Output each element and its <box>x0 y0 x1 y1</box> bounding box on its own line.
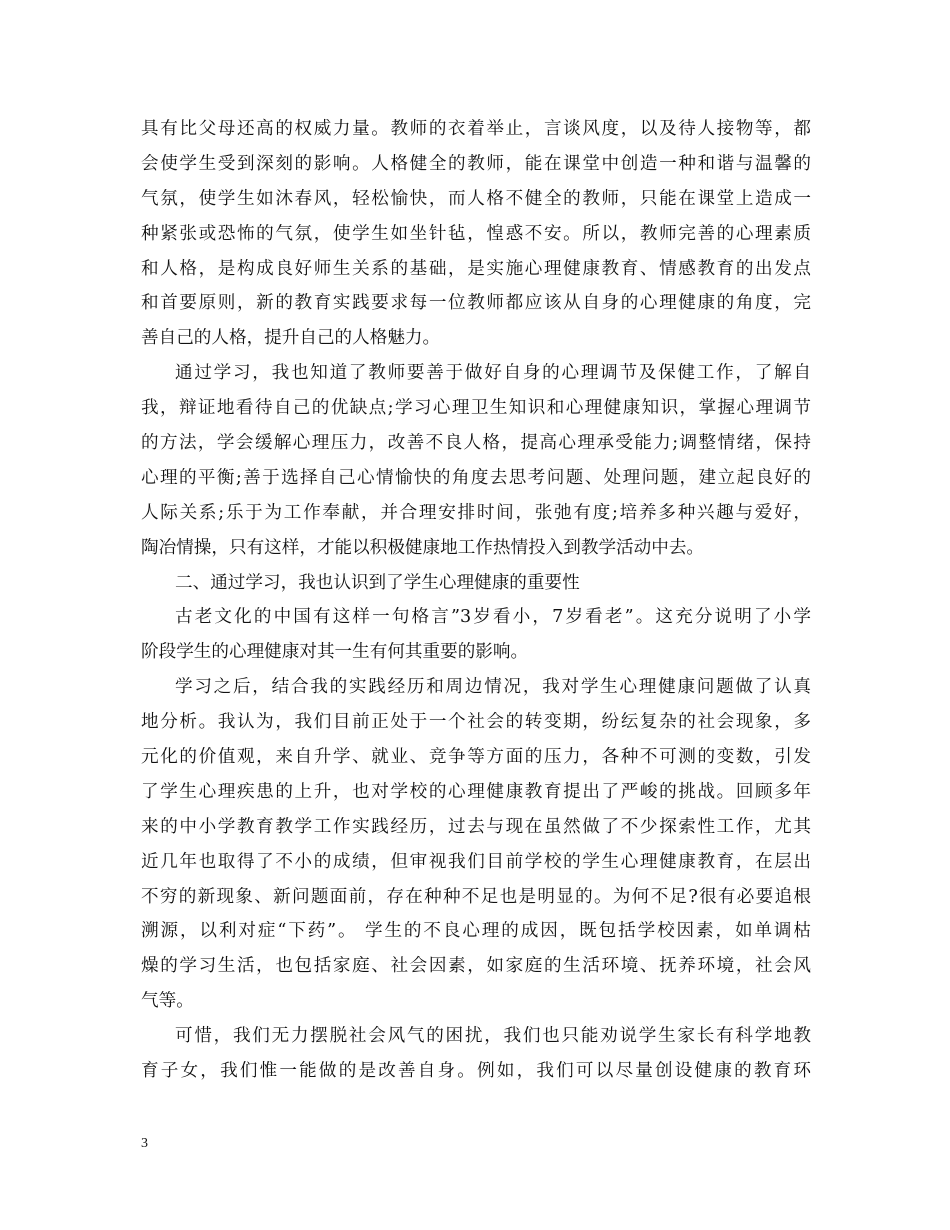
text-line: 会使学生受到深刻的影响。人格健全的教师，能在课堂中创造一种和谐与温馨的 <box>141 153 811 174</box>
text-line: 元化的价值观，来自升学、就业、竞争等方面的压力，各种不可测的变数，引发 <box>141 747 811 768</box>
text-line: 地分析。我认为，我们目前正处于一个社会的转变期，纷纭复杂的社会现象，多 <box>141 712 811 733</box>
text-line: 可惜，我们无力摆脱社会风气的困扰，我们也只能劝说学生家长有科学地教 <box>175 1026 811 1047</box>
text-line: 不穷的新现象、新问题面前，存在种种不足也是明显的。为何不足?很有必要追根 <box>141 886 811 907</box>
page-number: 3 <box>141 1136 148 1151</box>
text-line: 陶冶情操，只有这样，才能以积极健康地工作热情投入到教学活动中去。 <box>141 537 705 558</box>
text-line: 了学生心理疾患的上升，也对学校的心理健康教育提出了严峻的挑战。回顾多年 <box>141 781 811 802</box>
text-line: 和人格，是构成良好师生关系的基础，是实施心理健康教育、情感教育的出发点 <box>141 258 811 279</box>
text-line: 的方法，学会缓解心理压力，改善不良人格，提高心理承受能力;调整情绪，保持 <box>141 433 811 454</box>
text-line: 育子女，我们惟一能做的是改善自身。例如，我们可以尽量创设健康的教育环 <box>141 1061 811 1082</box>
text-line: 我，辩证地看待自己的优缺点;学习心理卫生知识和心理健康知识，掌握心理调节 <box>141 398 811 419</box>
text-line: 和首要原则，新的教育实践要求每一位教师都应该从自身的心理健康的角度，完 <box>141 293 811 314</box>
text-line: 气氛，使学生如沐春风，轻松愉快，而人格不健全的教师，只能在课堂上造成一 <box>141 188 811 209</box>
document-body <box>141 112 811 1089</box>
text-line: 善自己的人格，提升自己的人格魅力。 <box>141 328 441 349</box>
text-line: 阶段学生的心理健康对其一生有何其重要的影响。 <box>141 642 529 663</box>
text-line: 通过学习，我也知道了教师要善于做好自身的心理调节及保健工作，了解自 <box>175 363 811 384</box>
text-line: 种紧张或恐怖的气氛，使学生如坐针毡，惶惑不安。所以，教师完善的心理素质 <box>141 223 811 244</box>
text-line: 气等。 <box>141 991 194 1012</box>
text-line: 学习之后，结合我的实践经历和周边情况，我对学生心理健康问题做了认真 <box>175 677 811 698</box>
text-line: 二、通过学习，我也认识到了学生心理健康的重要性 <box>175 572 580 593</box>
text-line: 人际关系;乐于为工作奉献，并合理安排时间，张弛有度;培养多种兴趣与爱好， <box>141 502 811 523</box>
text-line: 心理的平衡;善于选择自己心情愉快的角度去思考问题、处理问题，建立起良好的 <box>141 467 811 488</box>
text-line: 具有比父母还高的权威力量。教师的衣着举止，言谈风度，以及待人接物等，都 <box>141 119 811 139</box>
text-line: 古老文化的中国有这样一句格言”3岁看小，7岁看老”。这充分说明了小学 <box>175 607 811 628</box>
text-line: 来的中小学教育教学工作实践经历，过去与现在虽然做了不少探索性工作，尤其 <box>141 816 811 837</box>
text-line: 燥的学习生活，也包括家庭、社会因素，如家庭的生活环境、抚养环境，社会风 <box>141 956 811 977</box>
text-line: 溯源，以利对症“下药”。 学生的不良心理的成因，既包括学校因素，如单调枯 <box>141 921 811 942</box>
text-line: 近几年也取得了不小的成绩，但审视我们目前学校的学生心理健康教育，在层出 <box>141 851 811 872</box>
